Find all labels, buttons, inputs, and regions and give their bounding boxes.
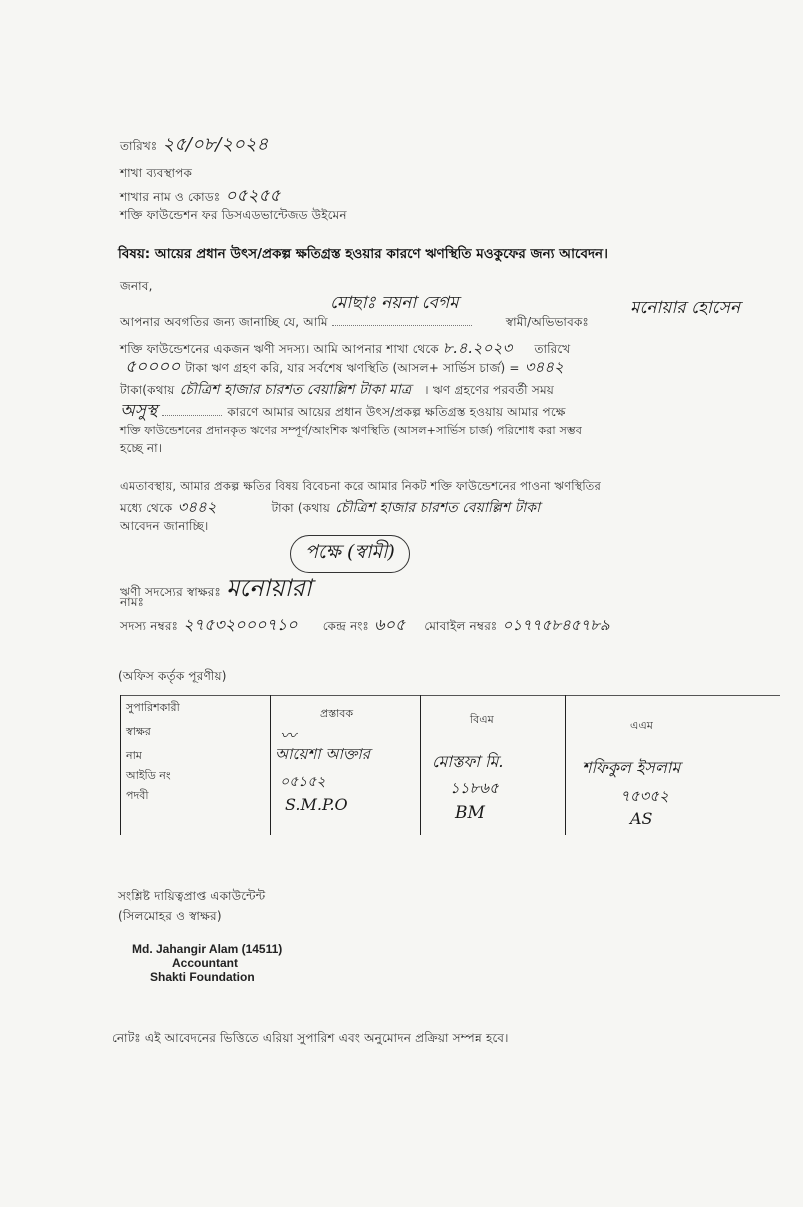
row-label-name: নাম	[126, 749, 142, 762]
body2-line1: এমতাবস্থায়, আমার প্রকল্প ক্ষতির বিষয় বিবেচনা করে আমার নিকট শক্তি ফাউন্ডেশনের পাওনা ঋণস্থিতির	[120, 479, 602, 493]
table-col-rule-3	[565, 695, 566, 835]
center-no: ৬০৫	[374, 615, 406, 634]
accounts-line1: সংশ্লিষ্ট দায়িত্বপ্রাপ্ত একাউন্টেন্ট	[118, 889, 266, 903]
name-label: নামঃ	[120, 595, 145, 609]
member-signature: মনোয়ারা	[226, 574, 312, 602]
reason: অসুস্থ	[120, 401, 158, 421]
col-header-recommender: সুপারিশকারী	[126, 701, 180, 714]
sign-row	[120, 570, 312, 610]
office-table	[120, 695, 780, 835]
branch-code: ০৫২৫৫	[225, 186, 281, 206]
recipient-line1: শাখা ব্যবস্থাপক	[120, 166, 193, 180]
mobile-label: মোবাইল নম্বরঃ	[424, 619, 498, 633]
table-top-rule	[120, 695, 780, 696]
row-label-id: আইডি নং	[126, 769, 171, 782]
am-id: ৭৫৩৫২	[620, 787, 669, 805]
bm-designation: BM	[455, 803, 485, 823]
am-name: শফিকুল ইসলাম	[582, 758, 681, 777]
subject: বিষয়: আয়ের প্রধান উৎস/প্রকল্প ক্ষতিগ্রস্ত হওয়ার কারণে ঋণস্থিতি মওকুফের জন্য আবেদন।	[118, 246, 608, 262]
mobile-no: ০১৭৭৫৮৪৫৭৮৯	[502, 616, 610, 634]
husband-name: মনোয়ার হোসেন	[630, 298, 741, 318]
col-header-proposer: প্রস্তাবক	[320, 707, 354, 720]
date-value: ২৫/০৮/২০২৪	[162, 134, 269, 155]
body1-line3-text: টাকা ঋণ গ্রহণ করি, যার সর্বশেষ ঋণস্থিতি (আসল+ সার্ভিস চার্জ) =	[185, 361, 520, 375]
bm-id: ১১৮৬৫	[450, 779, 499, 797]
bm-name: মোস্তফা মি.	[432, 752, 504, 771]
office-section-title: (অফিস কর্তৃক পূরণীয়)	[118, 669, 227, 683]
col-header-bm: বিএম	[470, 713, 494, 726]
col-header-am: এএম	[630, 719, 653, 732]
row-label-designation: পদবী	[126, 789, 149, 802]
recipient-line3: শক্তি ফাউন্ডেশন ফর ডিসএডভান্টেজড উইমেন	[120, 208, 347, 222]
member-no: ২৭৫৩২০০০৭১০	[183, 615, 298, 634]
footer-note: নোটঃ এই আবেদনের ভিত্তিতে এরিয়া সুপারিশ এবং অনুমোদন প্রক্রিয়া সম্পন্ন হবে।	[112, 1031, 509, 1045]
reason-blank	[162, 415, 222, 416]
accountant-role: Accountant	[172, 956, 238, 970]
applicant-name: মোছাঃ নয়না বেগম	[330, 293, 459, 313]
table-col-rule-2	[420, 695, 421, 835]
body1-line1a: আপনার অবগতির জন্য জানাচ্ছি যে, আমি	[120, 315, 328, 329]
waiver-amount: ৩৪৪২	[177, 498, 217, 516]
body2-line3: আবেদন জানাচ্ছি।	[120, 519, 209, 533]
accountant-org: Shakti Foundation	[150, 970, 255, 984]
accounts-line2: (সিলমোহর ও স্বাক্ষর)	[118, 909, 222, 923]
signature-scribble: 〰	[280, 726, 297, 745]
table-col-rule-0	[120, 695, 121, 835]
am-designation: AS	[630, 809, 653, 828]
waiver-amount-words: চৌত্রিশ হাজার চারশত বেয়াল্লিশ টাকা	[335, 500, 541, 516]
balance-words: চৌত্রিশ হাজার চারশত বেয়াল্লিশ টাকা মাত্র	[179, 382, 412, 398]
body1-line4a: টাকা(কথায়	[120, 383, 175, 397]
center-no-label: কেন্দ্র নংঃ	[322, 619, 369, 633]
body1-line1	[120, 314, 589, 334]
body1-line5-text: কারণে আমার আয়ের প্রধান উৎস/প্রকল্প ক্ষতিগ্রস্ত হওয়ায় আমার পক্ষে	[227, 405, 566, 419]
member-info-row	[120, 612, 610, 639]
balance: ৩৪৪২	[524, 358, 564, 376]
body1-line2b: তারিখে	[534, 342, 571, 356]
row-label-signature: স্বাক্ষর	[126, 725, 151, 738]
body2-line2a: মধ্যে থেকে	[120, 501, 173, 515]
branch-label: শাখার নাম ও কোডঃ	[120, 190, 221, 204]
body2-line2b: টাকা (কথায়	[271, 501, 331, 515]
body1-line1b: স্বামী/অভিভাবকঃ	[505, 315, 589, 329]
loan-date: ৮.৪.২০২৩	[442, 339, 513, 357]
name-blank	[332, 325, 472, 326]
member-no-label: সদস্য নম্বরঃ	[120, 619, 179, 633]
body1-line4b: । ঋণ গ্রহণের পরবর্তী সময়	[424, 383, 555, 397]
sign-label: ঋণী সদস্যের স্বাক্ষরঃ	[120, 585, 222, 599]
body1-line6: শক্তি ফাউন্ডেশনের প্রদানকৃত ঋণের সম্পূর্ণ/আংশিক ঋণস্থিতি (আসল+সার্ভিস চার্জ) পরিশোধ করা সম্ভব	[120, 424, 583, 437]
proxy-note: পক্ষে (স্বামী)	[290, 535, 410, 573]
date-row	[120, 130, 268, 161]
salutation: জনাব,	[120, 279, 153, 293]
table-col-rule-1	[270, 695, 271, 835]
body1-line7: হচ্ছে না।	[120, 441, 163, 455]
proposer-id: ০৫১৫২	[280, 774, 326, 790]
body1-line2a: শক্তি ফাউন্ডেশনের একজন ঋণী সদস্য। আমি আপনার শাখা থেকে	[120, 342, 439, 356]
accountant-name: Md. Jahangir Alam (14511)	[132, 942, 283, 956]
accountant-stamp	[132, 942, 282, 984]
loan-amount: ৫০০০০	[125, 357, 181, 377]
proposer-designation: S.M.P.O	[285, 795, 348, 814]
date-label: তারিখঃ	[120, 139, 158, 153]
proposer-name: আয়েশা আক্তার	[275, 745, 371, 763]
